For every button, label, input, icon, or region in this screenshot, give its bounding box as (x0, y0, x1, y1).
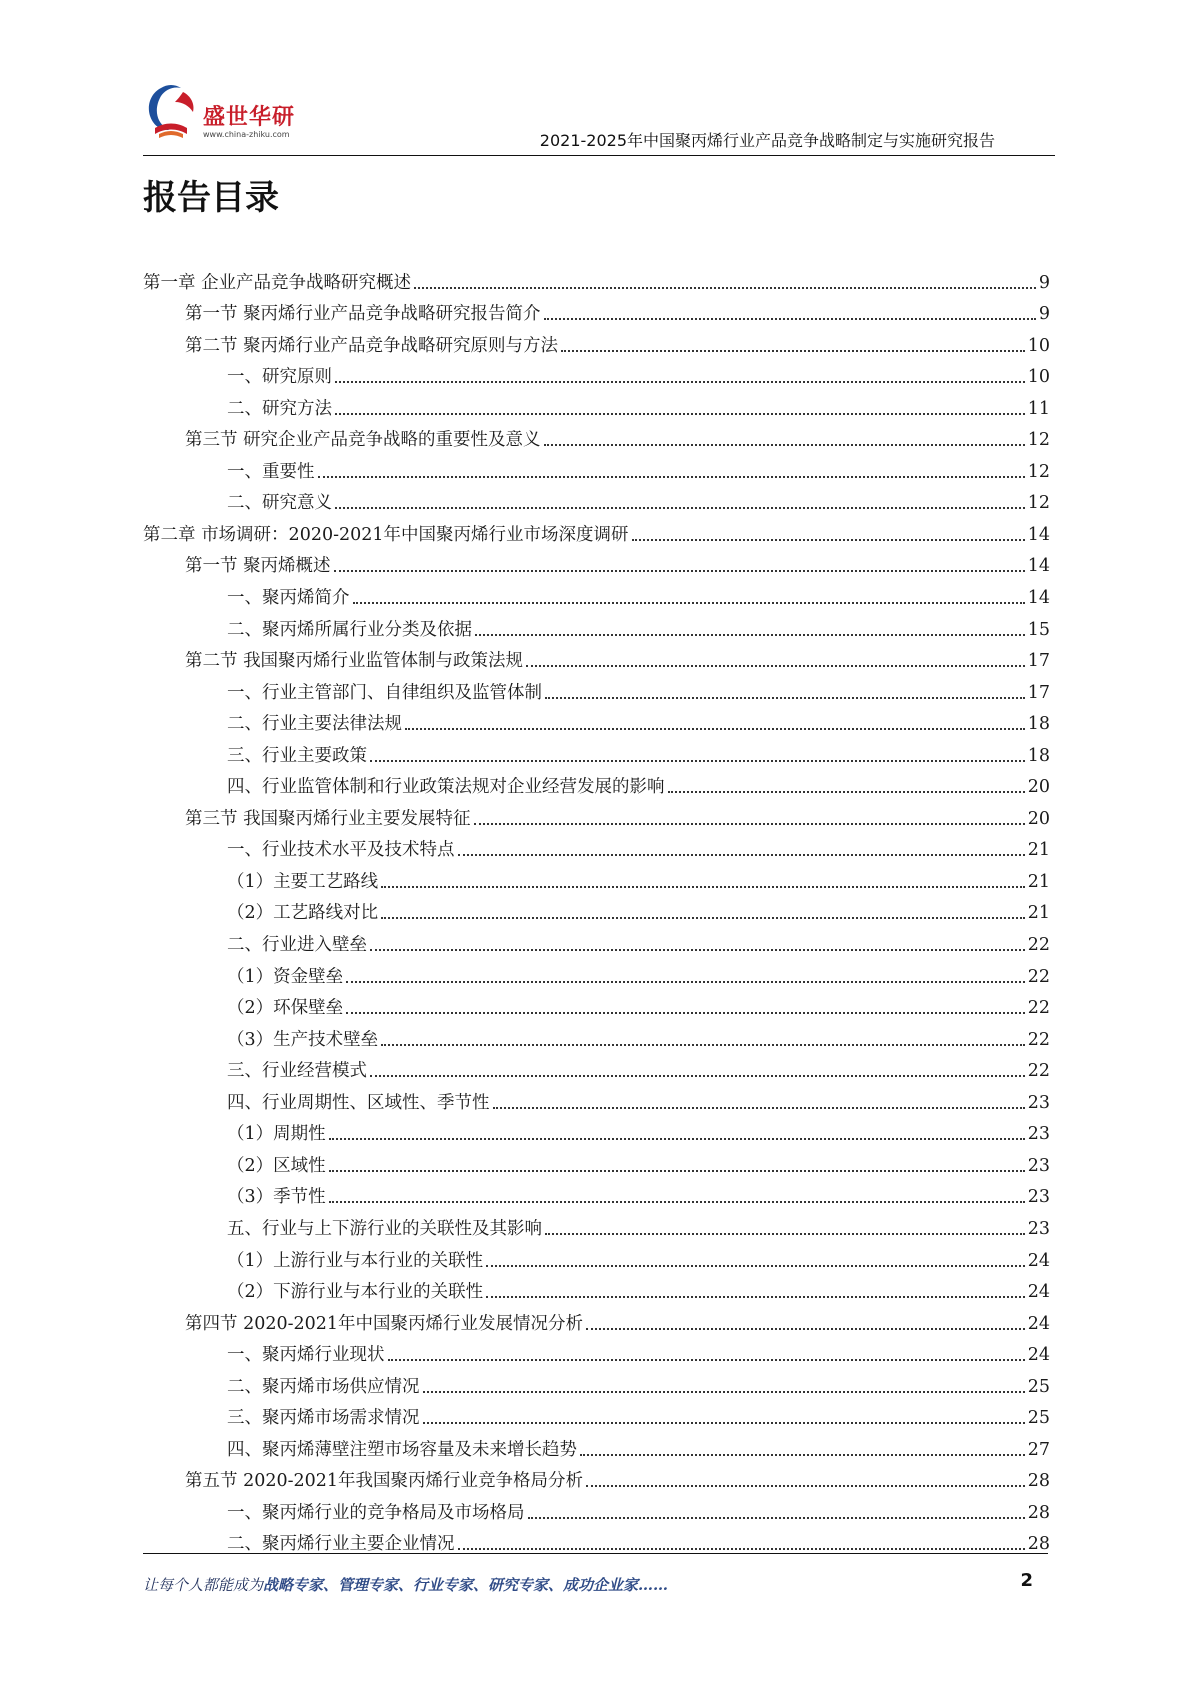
toc-dot-leader (545, 1233, 1025, 1235)
toc-dot-leader (335, 381, 1025, 383)
toc-entry-page: 21 (1027, 871, 1050, 892)
toc-entry[interactable] (143, 1524, 1050, 1556)
toc-entry[interactable] (143, 1114, 1050, 1146)
toc-entry-text: 一、行业主管部门、自律组织及监管体制 (227, 682, 542, 703)
toc-entry[interactable] (143, 388, 1050, 420)
toc-dot-leader (388, 1359, 1025, 1361)
toc-entry[interactable] (143, 1398, 1050, 1430)
toc-dot-leader (475, 634, 1025, 636)
toc-entry-page: 22 (1027, 1029, 1050, 1050)
toc-entry[interactable] (143, 1208, 1050, 1240)
toc-entry-page: 21 (1027, 903, 1050, 924)
toc-entry[interactable] (143, 672, 1050, 704)
toc-dot-leader (414, 287, 1036, 289)
toc-entry[interactable] (143, 893, 1050, 925)
toc-entry-text: 三、行业主要政策 (227, 745, 367, 766)
toc-dot-leader (318, 476, 1025, 478)
toc-dot-leader (632, 539, 1025, 541)
toc-entry[interactable] (143, 988, 1050, 1020)
toc-entry-text: 第二节 聚丙烯行业产品竞争战略研究原则与方法 (185, 335, 559, 356)
toc-entry[interactable] (143, 1429, 1050, 1461)
toc-entry-text: 四、行业监管体制和行业政策法规对企业经营发展的影响 (227, 777, 665, 798)
footer-slogan (143, 1574, 668, 1595)
toc-entry-page: 24 (1027, 1345, 1050, 1366)
toc-dot-leader (423, 1422, 1025, 1424)
logo-url: www.china-zhiku.com (203, 130, 290, 139)
toc-entry[interactable] (143, 1051, 1050, 1083)
toc-entry[interactable] (143, 577, 1050, 609)
page-number: 2 (1020, 1570, 1033, 1591)
toc-entry[interactable] (143, 924, 1050, 956)
toc-entry-text: 一、行业技术水平及技术特点 (227, 840, 455, 861)
toc-entry-text: （2）区域性 (227, 1155, 326, 1176)
toc-entry[interactable] (143, 767, 1050, 799)
toc-dot-leader (458, 1548, 1025, 1550)
toc-dot-leader (353, 602, 1025, 604)
toc-entry-text: 四、行业周期性、区域性、季节性 (227, 1092, 490, 1113)
toc-entry-text: 四、聚丙烯薄壁注塑市场容量及未来增长趋势 (227, 1439, 577, 1460)
toc-entry-page: 28 (1027, 1502, 1050, 1523)
toc-dot-leader (329, 1201, 1025, 1203)
toc-dot-leader (335, 413, 1025, 415)
toc-entry-page: 20 (1027, 808, 1050, 829)
toc-entry-page: 14 (1027, 556, 1050, 577)
toc-entry-page: 10 (1027, 335, 1050, 356)
toc-entry-page: 24 (1027, 1250, 1050, 1271)
toc-entry-page: 14 (1027, 524, 1050, 545)
toc-entry-text: 二、聚丙烯所属行业分类及依据 (227, 619, 472, 640)
toc-dot-leader (370, 949, 1025, 951)
toc-entry-text: 第五节 2020-2021年我国聚丙烯行业竞争格局分析 (185, 1471, 584, 1492)
toc-entry-text: 二、研究意义 (227, 493, 332, 514)
toc-entry[interactable] (143, 704, 1050, 736)
toc-entry[interactable] (143, 1366, 1050, 1398)
toc-entry-page: 9 (1038, 304, 1050, 325)
toc-entry-page: 18 (1027, 745, 1050, 766)
toc-dot-leader (458, 854, 1025, 856)
toc-dot-leader (381, 917, 1025, 919)
toc-dot-leader (544, 444, 1025, 446)
toc-entry-page: 12 (1027, 461, 1050, 482)
toc-dot-leader (486, 1296, 1025, 1298)
toc-entry-page: 12 (1027, 493, 1050, 514)
toc-entry-page: 25 (1027, 1408, 1050, 1429)
toc-entry[interactable] (143, 735, 1050, 767)
toc-entry-page: 27 (1027, 1439, 1050, 1460)
toc-entry-page: 24 (1027, 1282, 1050, 1303)
logo-emblem-icon (143, 82, 203, 146)
toc-dot-leader (668, 791, 1025, 793)
toc-entry-page: 23 (1027, 1155, 1050, 1176)
toc-entry-text: 第一章 企业产品竞争战略研究概述 (143, 272, 412, 293)
toc-entry-text: 二、行业进入壁垒 (227, 935, 367, 956)
toc-entry-page: 23 (1027, 1187, 1050, 1208)
slogan-highlight: 战略专家、管理专家、行业专家、研究专家、成功企业家…… (263, 1576, 669, 1594)
toc-entry[interactable] (143, 609, 1050, 641)
toc-entry[interactable] (143, 641, 1050, 673)
toc-entry[interactable] (143, 798, 1050, 830)
toc-entry-text: 第四节 2020-2021年中国聚丙烯行业发展情况分析 (185, 1313, 584, 1334)
toc-entry-text: （1）上游行业与本行业的关联性 (227, 1250, 484, 1271)
toc-entry-page: 22 (1027, 935, 1050, 956)
toc-entry-page: 28 (1027, 1471, 1050, 1492)
toc-entry-text: 第二章 市场调研：2020-2021年中国聚丙烯行业市场深度调研 (143, 524, 629, 545)
toc-entry-text: 第一节 聚丙烯概述 (185, 556, 331, 577)
toc-dot-leader (423, 1391, 1025, 1393)
toc-dot-leader (526, 665, 1025, 667)
toc-entry-text: （1）资金壁垒 (227, 966, 344, 987)
toc-entry-text: （3）生产技术壁垒 (227, 1029, 379, 1050)
toc-dot-leader (586, 1485, 1025, 1487)
header-report-title: 2021-2025年中国聚丙烯行业产品竞争战略制定与实施研究报告 (539, 131, 995, 150)
toc-dot-leader (405, 728, 1025, 730)
toc-entry-text: （2）环保壁垒 (227, 998, 344, 1019)
toc-entry-page: 9 (1038, 272, 1050, 293)
toc-dot-leader (493, 1107, 1025, 1109)
toc-dot-leader (545, 697, 1025, 699)
company-logo (143, 82, 313, 146)
toc-dot-leader (346, 1012, 1025, 1014)
toc-dot-leader (334, 570, 1025, 572)
toc-entry[interactable] (143, 1240, 1050, 1272)
toc-entry-text: 三、聚丙烯市场需求情况 (227, 1408, 420, 1429)
toc-dot-leader (381, 886, 1025, 888)
toc-entry-page: 25 (1027, 1376, 1050, 1397)
footer-divider (143, 1553, 1048, 1554)
toc-entry-text: 一、聚丙烯简介 (227, 588, 350, 609)
toc-entry[interactable] (143, 861, 1050, 893)
toc-dot-leader (586, 1328, 1025, 1330)
toc-dot-leader (370, 760, 1025, 762)
toc-entry[interactable] (143, 420, 1050, 452)
toc-dot-leader (329, 1138, 1025, 1140)
toc-entry[interactable] (143, 1492, 1050, 1524)
toc-entry-page: 23 (1027, 1218, 1050, 1239)
toc-entry-page: 18 (1027, 714, 1050, 735)
toc-entry[interactable] (143, 483, 1050, 515)
toc-entry-page: 23 (1027, 1124, 1050, 1145)
toc-entry-page: 17 (1027, 682, 1050, 703)
toc-entry-page: 15 (1027, 619, 1050, 640)
toc-entry-page: 11 (1027, 398, 1050, 419)
toc-entry[interactable] (143, 1019, 1050, 1051)
toc-entry-text: 第三节 研究企业产品竞争战略的重要性及意义 (185, 430, 541, 451)
toc-entry-page: 17 (1027, 651, 1050, 672)
page-title: 报告目录 (143, 178, 279, 218)
toc-entry[interactable] (143, 1082, 1050, 1114)
toc-entry[interactable] (143, 1177, 1050, 1209)
toc-entry[interactable] (143, 1272, 1050, 1304)
toc-dot-leader (580, 1454, 1025, 1456)
toc-entry[interactable] (143, 1145, 1050, 1177)
toc-entry[interactable] (143, 546, 1050, 578)
toc-entry-text: （2）下游行业与本行业的关联性 (227, 1282, 484, 1303)
toc-entry[interactable] (143, 325, 1050, 357)
toc-entry-text: 五、行业与上下游行业的关联性及其影响 (227, 1218, 542, 1239)
slogan-prefix: 让每个人都能成为 (143, 1576, 264, 1594)
table-of-contents (143, 262, 1050, 1555)
toc-entry-text: （2）工艺路线对比 (227, 903, 379, 924)
toc-entry-text: 一、聚丙烯行业的竞争格局及市场格局 (227, 1502, 525, 1523)
toc-entry[interactable] (143, 1303, 1050, 1335)
toc-entry-text: 二、聚丙烯行业主要企业情况 (227, 1534, 455, 1555)
toc-entry-text: 二、行业主要法律法规 (227, 714, 402, 735)
toc-entry[interactable] (143, 830, 1050, 862)
toc-entry-text: 第三节 我国聚丙烯行业主要发展特征 (185, 808, 471, 829)
toc-entry[interactable] (143, 262, 1050, 294)
toc-dot-leader (381, 1044, 1025, 1046)
toc-entry[interactable] (143, 294, 1050, 326)
toc-entry-text: 一、重要性 (227, 461, 315, 482)
toc-entry-text: 第二节 我国聚丙烯行业监管体制与政策法规 (185, 651, 524, 672)
toc-entry-text: 一、研究原则 (227, 367, 332, 388)
toc-entry[interactable] (143, 357, 1050, 389)
toc-entry-text: （1）主要工艺路线 (227, 871, 379, 892)
toc-entry-page: 10 (1027, 367, 1050, 388)
toc-dot-leader (544, 318, 1036, 320)
toc-dot-leader (561, 350, 1025, 352)
toc-dot-leader (346, 981, 1025, 983)
toc-entry-page: 12 (1027, 430, 1050, 451)
header-divider (143, 155, 1055, 156)
page-header (143, 82, 1055, 158)
toc-entry-text: 二、聚丙烯市场供应情况 (227, 1376, 420, 1397)
toc-entry-page: 28 (1027, 1534, 1050, 1555)
toc-entry-page: 22 (1027, 966, 1050, 987)
toc-entry-text: 第一节 聚丙烯行业产品竞争战略研究报告简介 (185, 304, 541, 325)
toc-entry-page: 21 (1027, 840, 1050, 861)
toc-entry-page: 23 (1027, 1092, 1050, 1113)
toc-entry-page: 20 (1027, 777, 1050, 798)
toc-entry-text: 二、研究方法 (227, 398, 332, 419)
toc-entry-text: （3）季节性 (227, 1187, 326, 1208)
toc-entry-text: 一、聚丙烯行业现状 (227, 1345, 385, 1366)
toc-entry-page: 24 (1027, 1313, 1050, 1334)
toc-entry[interactable] (143, 514, 1050, 546)
toc-entry-page: 22 (1027, 998, 1050, 1019)
toc-entry-page: 14 (1027, 588, 1050, 609)
toc-dot-leader (329, 1170, 1025, 1172)
toc-entry-page: 22 (1027, 1061, 1050, 1082)
toc-entry[interactable] (143, 1335, 1050, 1367)
toc-entry[interactable] (143, 956, 1050, 988)
toc-dot-leader (528, 1517, 1025, 1519)
toc-entry-text: （1）周期性 (227, 1124, 326, 1145)
toc-entry[interactable] (143, 1461, 1050, 1493)
toc-entry-text: 三、行业经营模式 (227, 1061, 367, 1082)
toc-dot-leader (474, 823, 1025, 825)
toc-dot-leader (370, 1075, 1025, 1077)
toc-dot-leader (335, 507, 1025, 509)
toc-dot-leader (486, 1265, 1025, 1267)
logo-name: 盛世华研 (203, 105, 296, 130)
toc-entry[interactable] (143, 451, 1050, 483)
